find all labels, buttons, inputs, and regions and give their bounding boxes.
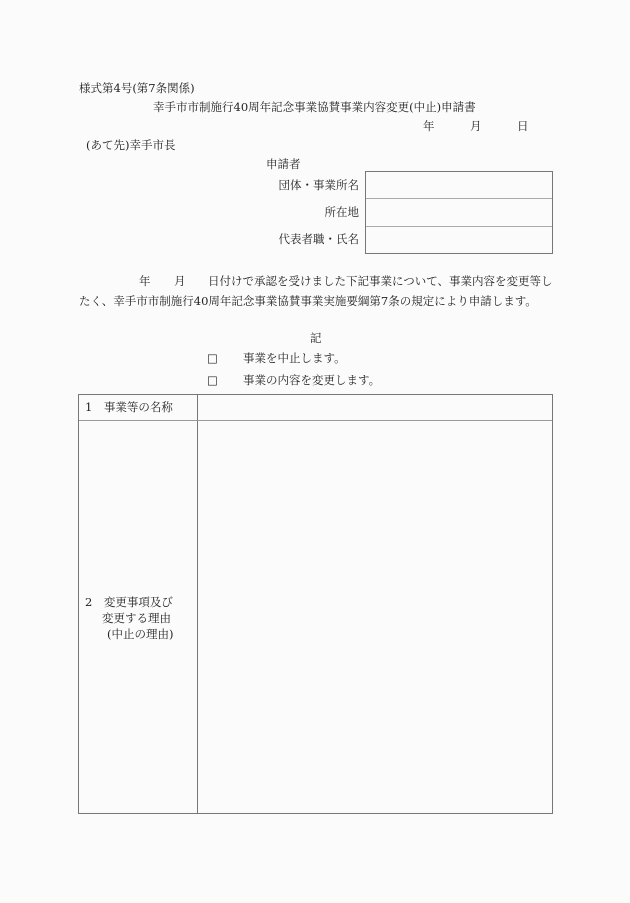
checkbox-cancel[interactable]: □ — [207, 351, 218, 365]
table-row-2-label-line3: (中止の理由) — [107, 627, 174, 641]
document-title: 幸手市市制施行40周年記念事業協賛事業内容変更(中止)申請書 — [153, 100, 476, 114]
date-month: 月 — [470, 119, 482, 133]
checkbox-change[interactable]: □ — [207, 373, 218, 387]
addressee: (あて先)幸手市長 — [86, 138, 176, 152]
option-change-label: 事業の内容を変更します。 — [243, 373, 381, 387]
body-year: 年 — [139, 274, 151, 288]
applicant-address-label: 所在地 — [324, 205, 359, 219]
table-row-2-label-line2: 変更する理由 — [102, 611, 171, 625]
form-number: 様式第4号(第7条関係) — [79, 81, 195, 95]
table-row-2-label-line1: 2 変更事項及び — [85, 595, 173, 609]
project-name-field[interactable] — [198, 395, 552, 420]
applicant-org-field[interactable] — [366, 172, 552, 198]
change-reason-field[interactable] — [198, 421, 552, 813]
body-line1: 日付けで承認を受けました下記事業について、事業内容を変更等し — [208, 274, 553, 288]
date-year: 年 — [423, 119, 435, 133]
applicant-org-label: 団体・事業所名 — [278, 178, 359, 192]
applicant-address-field[interactable] — [366, 199, 552, 226]
body-month: 月 — [174, 274, 186, 288]
option-cancel-label: 事業を中止します。 — [243, 351, 346, 365]
applicant-representative-label: 代表者職・氏名 — [278, 232, 359, 246]
table-row-1-label: 1 事業等の名称 — [85, 400, 173, 414]
applicant-representative-field[interactable] — [366, 227, 552, 253]
body-line2: たく、幸手市市制施行40周年記念事業協賛事業実施要綱第7条の規定により申請します。 — [79, 294, 537, 308]
date-day: 日 — [517, 119, 529, 133]
applicant-heading: 申請者 — [266, 157, 301, 171]
ki-heading: 記 — [310, 331, 322, 345]
